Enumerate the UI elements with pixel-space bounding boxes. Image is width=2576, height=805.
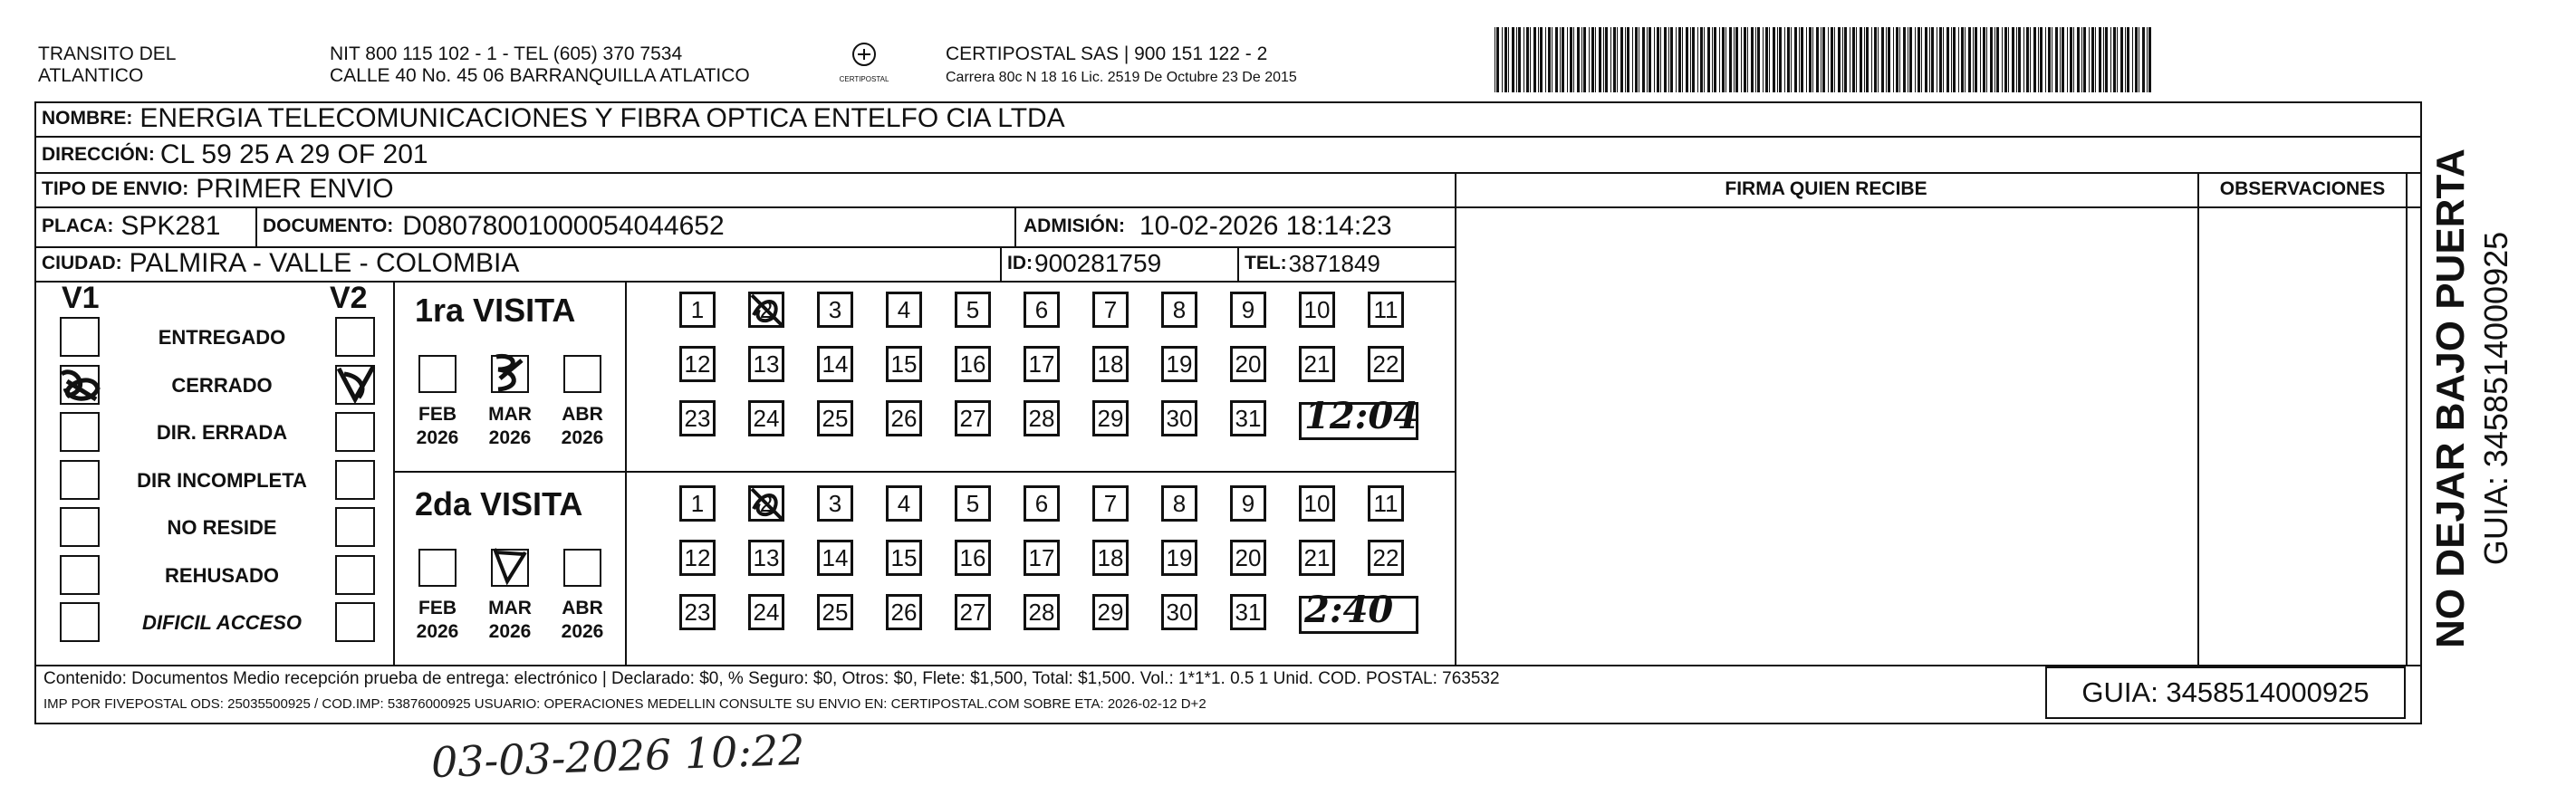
day-box[interactable]: 27 [955, 400, 991, 436]
day-box[interactable]: 13 [748, 540, 784, 576]
v2-checkbox[interactable] [335, 460, 375, 500]
day-box[interactable]: 19 [1161, 540, 1197, 576]
direccion-value: CL 59 25 A 29 OF 201 [159, 139, 428, 169]
nombre-label: NOMBRE: [42, 108, 133, 129]
v1-checkbox[interactable] [60, 460, 100, 500]
ciudad-label: CIUDAD: [42, 253, 122, 273]
day-box[interactable]: 24 [748, 400, 784, 436]
documento-field [263, 206, 725, 246]
day-box[interactable]: 21 [1299, 346, 1335, 382]
day-box[interactable]: 4 [886, 292, 922, 328]
status-reason-label: ENTREGADO [158, 326, 286, 349]
v1-checkbox[interactable] [60, 412, 100, 452]
id-label: ID: [1007, 253, 1033, 273]
tel-field [1245, 246, 1380, 281]
sender-nit: NIT 800 115 102 - 1 - TEL (605) 370 7534 [330, 43, 683, 64]
day-box[interactable]: 8 [1161, 485, 1197, 522]
v2-checkbox[interactable] [335, 602, 375, 642]
day-box[interactable]: 31 [1230, 400, 1266, 436]
day-box[interactable]: 29 [1092, 400, 1129, 436]
day-box[interactable]: 29 [1092, 594, 1129, 630]
day-box[interactable]: 5 [955, 292, 991, 328]
day-box[interactable]: 1 [679, 292, 716, 328]
day-box[interactable]: 15 [886, 540, 922, 576]
status-reason-label: DIR INCOMPLETA [137, 468, 307, 492]
v2-checkbox[interactable] [335, 365, 375, 405]
day-box[interactable]: 14 [817, 346, 853, 382]
side-guia: GUIA: 3458514000925 [2477, 231, 2514, 566]
month-year-label: 2026 [488, 427, 532, 448]
day-box[interactable]: 19 [1161, 346, 1197, 382]
v2-checkbox[interactable] [335, 412, 375, 452]
handwritten-date-note: 03-03-2026 10:22 [430, 724, 806, 788]
day-box[interactable]: 28 [1024, 400, 1060, 436]
id-value: 900281759 [1034, 249, 1162, 277]
day-box[interactable]: 1 [679, 485, 716, 522]
month-year-label: 2026 [488, 621, 532, 642]
ciudad-field [42, 246, 519, 281]
v1-checkbox[interactable] [60, 555, 100, 595]
day-box[interactable]: 4 [886, 485, 922, 522]
no-dejar-bajo-puerta: NO DEJAR BAJO PUERTA [2428, 149, 2473, 648]
day-box[interactable]: 6 [1024, 292, 1060, 328]
v2-checkbox[interactable] [335, 317, 375, 357]
month-label: MAR [488, 404, 532, 425]
v1-checkbox[interactable] [60, 602, 100, 642]
guia-box-text: GUIA: 3458514000925 [2081, 676, 2369, 708]
day-box[interactable]: 20 [1230, 346, 1266, 382]
day-box[interactable]: 25 [817, 400, 853, 436]
sender-name-line2: ATLANTICO [38, 65, 144, 86]
day-box[interactable]: 30 [1161, 594, 1197, 630]
observaciones-header [2199, 172, 2406, 206]
v2-label: V2 [330, 281, 368, 315]
v2-checkbox[interactable] [335, 507, 375, 547]
day-box[interactable]: 14 [817, 540, 853, 576]
month-checkbox[interactable] [491, 355, 529, 393]
day-box[interactable]: 10 [1299, 292, 1335, 328]
nombre-value: ENERGIA TELECOMUNICACIONES Y FIBRA OPTICA ENTELFO CIA LTDA [139, 103, 1065, 133]
month-year-label: 2026 [561, 427, 604, 448]
month-label: FEB [418, 404, 457, 425]
day-box[interactable]: 31 [1230, 594, 1266, 630]
admision-label: ADMISIÓN: [1024, 216, 1125, 236]
day-box[interactable]: 3 [817, 292, 853, 328]
imp-line: IMP POR FIVEPOSTAL ODS: 25035500925 / COD.IMP: 53876000925 USUARIO: OPERACIONES MEDELLIN CONSULTE SU ENVIO EN: CERTIPOSTAL.COM SOBRE ETA: 2026-02-12 D+2 [43, 696, 1206, 712]
id-field [1007, 246, 1161, 281]
month-checkbox[interactable] [418, 355, 457, 393]
day-box[interactable]: 18 [1092, 540, 1129, 576]
month-checkbox[interactable] [563, 355, 601, 393]
day-box[interactable]: 8 [1161, 292, 1197, 328]
admision-value: 10-02-2026 18:14:23 [1139, 211, 1392, 241]
v1-label: V1 [62, 281, 100, 315]
day-box[interactable]: 16 [955, 540, 991, 576]
placa-value: SPK281 [120, 211, 221, 241]
day-box[interactable]: 11 [1368, 485, 1404, 522]
day-box[interactable]: 22 [1368, 346, 1404, 382]
day-box[interactable]: 16 [955, 346, 991, 382]
tipo-envio-row [42, 172, 394, 206]
carrier-license: Carrera 80c N 18 16 Lic. 2519 De Octubre 23 De 2015 [946, 70, 1297, 85]
handwritten-time-note: 12:04 [1304, 395, 1419, 437]
day-box[interactable]: 21 [1299, 540, 1335, 576]
contenido-line: Contenido: Documentos Medio recepción prueba de entrega: electrónico | Declarado: $0, % Seguro: $0, Otros: $0, Flete: $1,500, Total: $1,500. Vol.: 1*1*1. 0.5 1 Unid. COD. POSTAL: 763532 [43, 669, 1500, 688]
direccion-label: DIRECCIÓN: [42, 144, 155, 165]
logo-text: CERTIPOSTAL [839, 75, 889, 83]
month-checkbox[interactable] [563, 549, 601, 587]
month-label: MAR [488, 598, 532, 618]
month-label: FEB [418, 598, 457, 618]
day-box[interactable]: 11 [1368, 292, 1404, 328]
firma-label: FIRMA QUIEN RECIBE [1725, 178, 1927, 199]
handwritten-time-note: 2:40 [1304, 589, 1394, 631]
carrier-name: CERTIPOSTAL SAS | 900 151 122 - 2 [946, 43, 1268, 64]
day-box[interactable]: 10 [1299, 485, 1335, 522]
day-box[interactable]: 28 [1024, 594, 1060, 630]
v1-checkbox[interactable] [60, 507, 100, 547]
day-box[interactable]: 6 [1024, 485, 1060, 522]
day-box[interactable]: 5 [955, 485, 991, 522]
placa-label: PLACA: [42, 216, 114, 236]
day-box[interactable]: 7 [1092, 292, 1129, 328]
sender-address: CALLE 40 No. 45 06 BARRANQUILLA ATLATICO [330, 65, 750, 86]
month-checkbox[interactable] [491, 549, 529, 587]
v1-checkbox[interactable] [60, 365, 100, 405]
visit-title: 2da VISITA [415, 485, 583, 522]
tel-label: TEL: [1245, 253, 1287, 273]
barcode [1495, 27, 2156, 92]
month-label: ABR [562, 404, 603, 425]
day-box[interactable]: 27 [955, 594, 991, 630]
status-reason-label: DIR. ERRADA [156, 421, 288, 444]
status-reason-label: CERRADO [171, 373, 273, 397]
day-box[interactable]: 24 [748, 594, 784, 630]
documento-value: D08078001000054044652 [402, 211, 725, 241]
firma-header [1455, 172, 2197, 206]
day-box[interactable]: 23 [679, 400, 716, 436]
day-box[interactable]: 17 [1024, 346, 1060, 382]
day-box[interactable]: 26 [886, 594, 922, 630]
day-box[interactable]: 7 [1092, 485, 1129, 522]
admision-field [1024, 206, 1392, 246]
tel-value: 3871849 [1288, 249, 1380, 277]
ciudad-value: PALMIRA - VALLE - COLOMBIA [129, 248, 520, 278]
day-box[interactable]: 22 [1368, 540, 1404, 576]
placa-field [42, 206, 220, 246]
tipo-envio-value: PRIMER ENVIO [196, 174, 394, 204]
day-box[interactable]: 18 [1092, 346, 1129, 382]
month-year-label: 2026 [416, 427, 459, 448]
day-box[interactable]: 23 [679, 594, 716, 630]
v2-checkbox[interactable] [335, 555, 375, 595]
visit-title: 1ra VISITA [415, 292, 576, 329]
nombre-row [42, 101, 1065, 136]
day-box[interactable]: 9 [1230, 292, 1266, 328]
month-label: ABR [562, 598, 603, 618]
direccion-row [42, 138, 428, 172]
day-box[interactable]: 2 [748, 485, 784, 522]
day-box[interactable]: 15 [886, 346, 922, 382]
observaciones-label: OBSERVACIONES [2219, 178, 2386, 199]
day-box[interactable]: 17 [1024, 540, 1060, 576]
day-box[interactable]: 30 [1161, 400, 1197, 436]
day-box[interactable]: 20 [1230, 540, 1266, 576]
day-box[interactable]: 2 [748, 292, 784, 328]
documento-label: DOCUMENTO: [263, 216, 394, 236]
v1-checkbox[interactable] [60, 317, 100, 357]
month-year-label: 2026 [416, 621, 459, 642]
status-reason-label: DIFICIL ACCESO [141, 611, 302, 634]
day-box[interactable]: 3 [817, 485, 853, 522]
day-box[interactable]: 12 [679, 540, 716, 576]
day-box[interactable]: 13 [748, 346, 784, 382]
status-reason-label: REHUSADO [165, 563, 279, 587]
month-year-label: 2026 [561, 621, 604, 642]
month-checkbox[interactable] [418, 549, 457, 587]
day-box[interactable]: 25 [817, 594, 853, 630]
tipo-envio-label: TIPO DE ENVIO: [42, 178, 189, 199]
status-reason-label: NO RESIDE [167, 516, 277, 539]
day-box[interactable]: 9 [1230, 485, 1266, 522]
certipostal-logo [828, 40, 900, 87]
day-box[interactable]: 12 [679, 346, 716, 382]
sender-name-line1: TRANSITO DEL [38, 43, 177, 64]
day-box[interactable]: 26 [886, 400, 922, 436]
